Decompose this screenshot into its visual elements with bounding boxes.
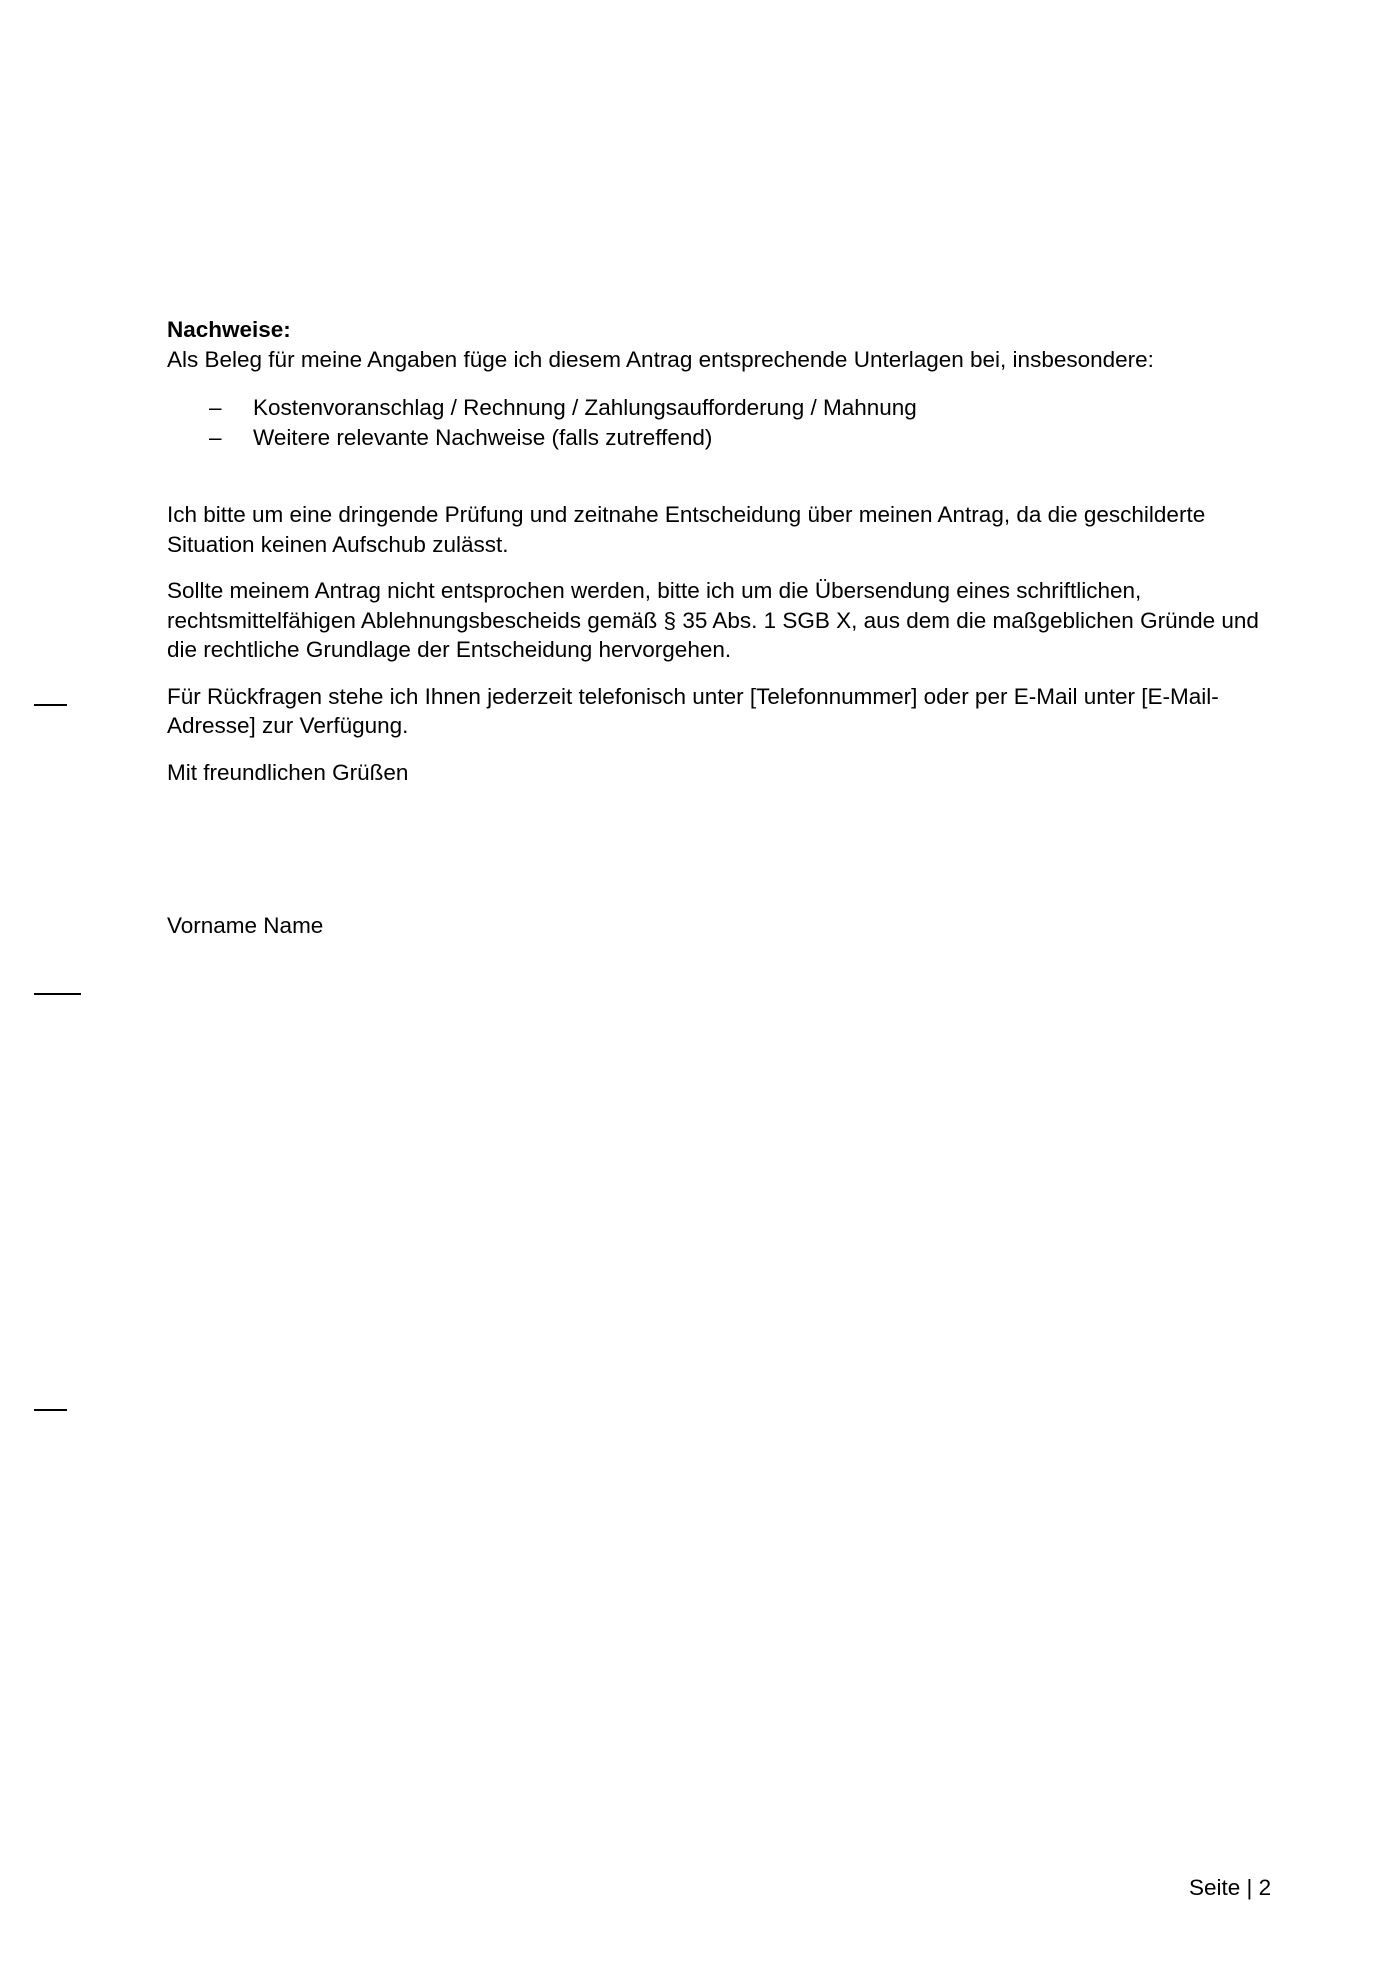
intro-paragraph: Als Beleg für meine Angaben füge ich diesem Antrag entsprechende Unterlagen bei, insbesondere: [167,346,1154,372]
list-item-text: Kostenvoranschlag / Rechnung / Zahlungsaufforderung / Mahnung [253,395,917,420]
attachments-list [167,393,1287,452]
request-paragraph: Ich bitte um eine dringende Prüfung und zeitnahe Entscheidung über meinen Antrag, da die geschilderte Situation keinen Aufschub zulässt. [167,502,1206,557]
letter-body [167,315,1287,941]
fold-mark-bottom [34,1409,67,1411]
list-item [167,393,1287,423]
closing-phrase: Mit freundlichen Grüßen [167,759,409,785]
rejection-paragraph: Sollte meinem Antrag nicht entsprochen werden, bitte ich um die Übersendung eines schriftlichen, rechtsmittelfähigen Ablehnungsbescheids gemäß § 35 Abs. 1 SGB X, aus dem die maßgeblichen Gründe und die rechtliche Grundlage der Entscheidung hervorgehen. [167,578,1259,662]
signature-name: Vorname Name [167,913,324,938]
section-heading: Nachweise: [167,317,291,342]
list-item-text: Weitere relevante Nachweise (falls zutreffend) [253,424,713,450]
dash-bullet: – [209,395,222,420]
fold-mark-top [34,704,67,706]
punch-mark-middle [34,993,81,995]
page-number: Seite | 2 [1189,1875,1272,1900]
contact-paragraph: Für Rückfragen stehe ich Ihnen jederzeit telefonisch unter [Telefonnummer] oder per E-Mail unter [E-Mail-Adresse] zur Verfügung. [167,683,1219,738]
list-item [167,423,1287,453]
dash-bullet: – [209,424,222,450]
